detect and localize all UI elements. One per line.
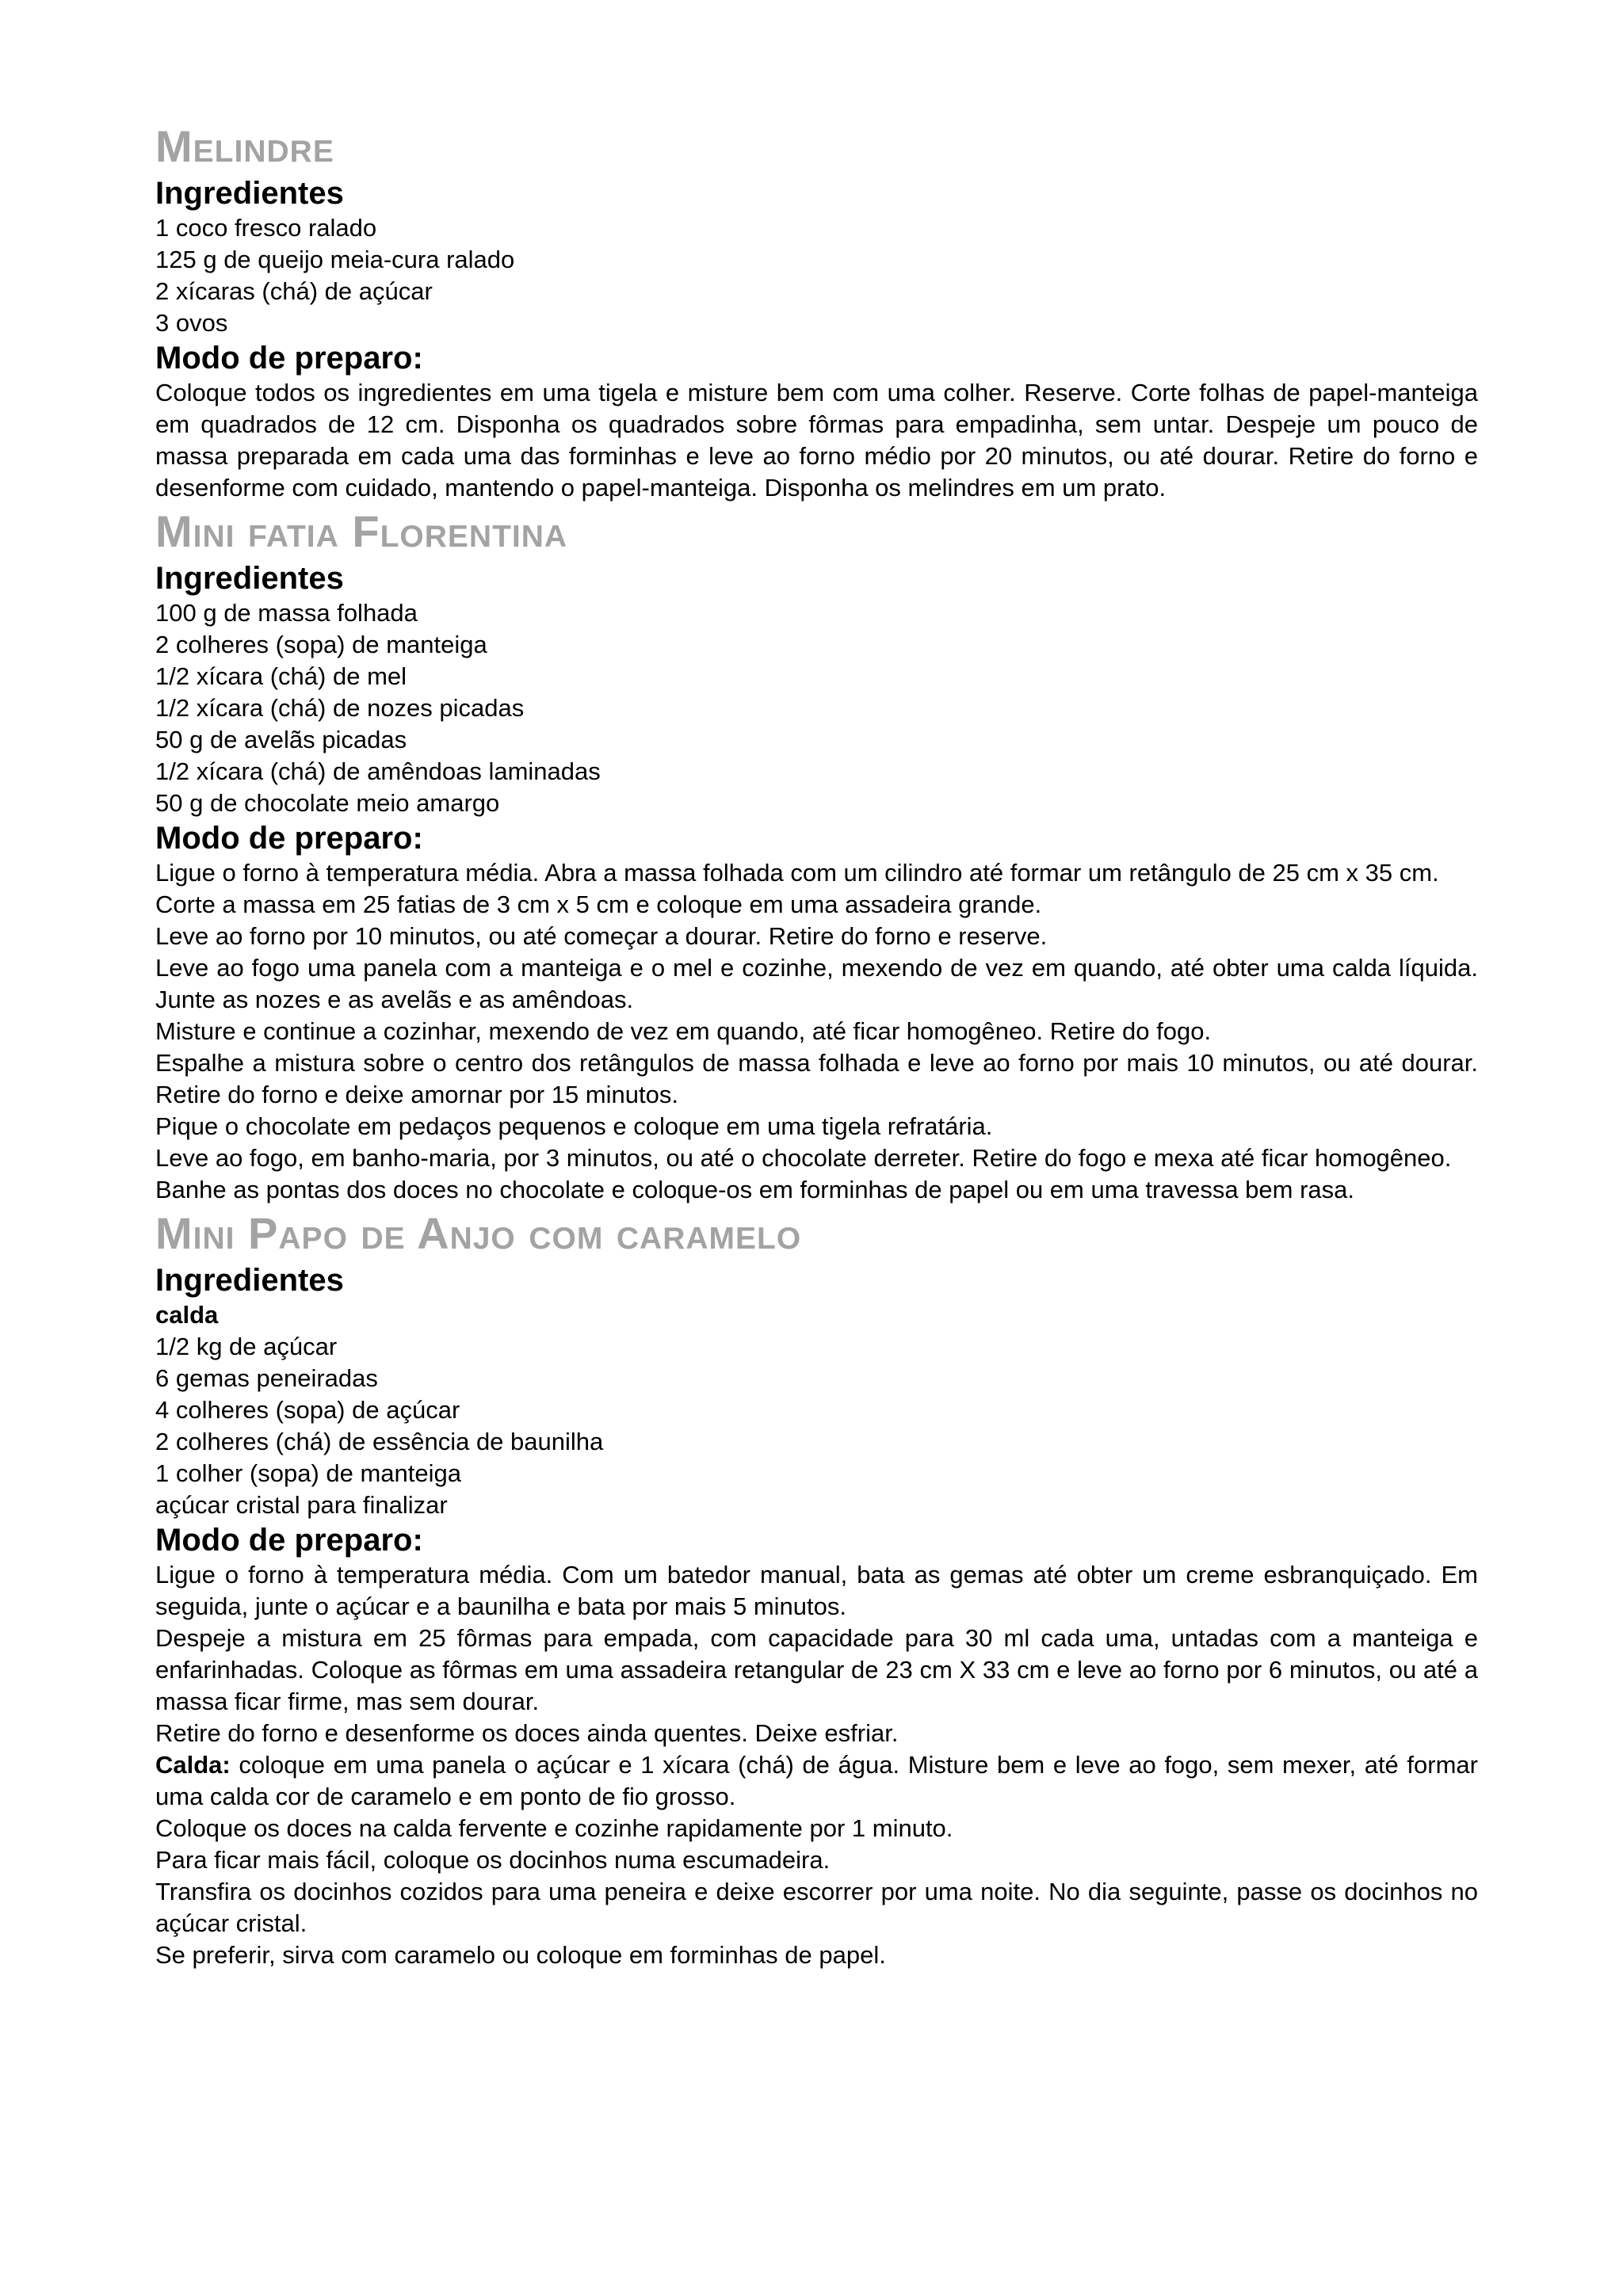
method-paragraph: Coloque todos os ingredientes em uma tigela e misture bem com uma colher. Reserve. Corte folhas de papel-manteiga em quadrados de 12 cm. Disponha os quadrados sobre fôrmas para empadinha, sem untar. Despeje um pouco de massa preparada em cada uma das forminhas e leve ao forno médio por 20 minutos, ou até dourar. Retire do forno e desenforme com cuidado, mantendo o papel-manteiga. Disponha os melindres em um prato. bbox=[155, 379, 1478, 502]
ingredient-item: 6 gemas peneiradas bbox=[155, 1364, 378, 1392]
recipe-mini-fatia-florentina bbox=[155, 504, 1478, 1206]
method-heading: Modo de preparo: bbox=[155, 821, 423, 856]
recipe-mini-papo-de-anjo bbox=[155, 1206, 1478, 1971]
recipe-melindre bbox=[155, 119, 1478, 504]
method-heading: Modo de preparo: bbox=[155, 1523, 423, 1558]
ingredient-item: 2 colheres (chá) de essência de baunilha bbox=[155, 1428, 604, 1455]
ingredient-item: 4 colheres (sopa) de açúcar bbox=[155, 1396, 460, 1424]
calda-paragraph bbox=[155, 1749, 1478, 1813]
calda-label: Calda: bbox=[155, 1751, 231, 1779]
method-paragraph: Misture e continue a cozinhar, mexendo de vez em quando, até ficar homogêneo. Retire do fogo. bbox=[155, 1017, 1212, 1045]
ingredient-item: 50 g de chocolate meio amargo bbox=[155, 789, 500, 817]
method-paragraph: Leve ao forno por 10 minutos, ou até começar a dourar. Retire do forno e reserve. bbox=[155, 922, 1048, 950]
ingredient-item: 100 g de massa folhada bbox=[155, 599, 418, 627]
method-paragraph: Coloque os doces na calda fervente e cozinhe rapidamente por 1 minuto. bbox=[155, 1814, 953, 1842]
method-paragraph: Para ficar mais fácil, coloque os docinhos numa escumadeira. bbox=[155, 1846, 831, 1874]
ingredients-heading: Ingredientes bbox=[155, 561, 344, 596]
method-paragraph: Transfira os docinhos cozidos para uma peneira e deixe escorrer por uma noite. No dia seguinte, passe os docinhos no açúcar cristal. bbox=[155, 1878, 1478, 1937]
ingredient-item: 2 colheres (sopa) de manteiga bbox=[155, 631, 487, 658]
ingredient-item: 1 colher (sopa) de manteiga bbox=[155, 1459, 462, 1487]
recipe-title: Mini Papo de Anjo com caramelo bbox=[155, 1208, 802, 1258]
ingredients-heading: Ingredientes bbox=[155, 176, 344, 211]
ingredient-item: 1 coco fresco ralado bbox=[155, 214, 377, 242]
method-heading: Modo de preparo: bbox=[155, 341, 423, 376]
method-paragraph: Leve ao fogo, em banho-maria, por 3 minutos, ou até o chocolate derreter. Retire do fogo e mexa até ficar homogêneo. bbox=[155, 1144, 1452, 1172]
ingredient-item: 1/2 kg de açúcar bbox=[155, 1333, 338, 1360]
ingredient-item: açúcar cristal para finalizar bbox=[155, 1491, 448, 1519]
calda-text: coloque em uma panela o açúcar e 1 xícara (chá) de água. Misture bem e leve ao fogo, sem mexer, até formar uma calda cor de caramelo e em ponto de fio grosso. bbox=[155, 1751, 1478, 1810]
ingredient-item: 1/2 xícara (chá) de mel bbox=[155, 662, 407, 690]
ingredients-subheading: calda bbox=[155, 1301, 219, 1329]
ingredients-heading: Ingredientes bbox=[155, 1263, 344, 1298]
method-paragraph: Corte a massa em 25 fatias de 3 cm x 5 cm e coloque em uma assadeira grande. bbox=[155, 891, 1042, 918]
ingredient-item: 125 g de queijo meia-cura ralado bbox=[155, 246, 515, 273]
ingredient-item: 1/2 xícara (chá) de nozes picadas bbox=[155, 694, 525, 722]
method-paragraph: Leve ao fogo uma panela com a manteiga e o mel e cozinhe, mexendo de vez em quando, até obter uma calda líquida. Junte as nozes e as avelãs e as amêndoas. bbox=[155, 954, 1478, 1013]
ingredient-item: 2 xícaras (chá) de açúcar bbox=[155, 277, 433, 305]
method-paragraph: Se preferir, sirva com caramelo ou coloque em forminhas de papel. bbox=[155, 1941, 886, 1969]
method-paragraph: Ligue o forno à temperatura média. Com um batedor manual, bata as gemas até obter um creme esbranquiçado. Em seguida, junte o açúcar e a baunilha e bata por mais 5 minutos. bbox=[155, 1561, 1478, 1620]
method-paragraph: Pique o chocolate em pedaços pequenos e coloque em uma tigela refratária. bbox=[155, 1112, 993, 1140]
recipe-title: Melindre bbox=[155, 121, 334, 171]
method-paragraph: Despeje a mistura em 25 fôrmas para empada, com capacidade para 30 ml cada uma, untadas com a manteiga e enfarinhadas. Coloque as fôrmas em uma assadeira retangular de 23 cm X 33 cm e leve ao forno por 6 minutos, ou até a massa ficar firme, mas sem dourar. bbox=[155, 1624, 1478, 1715]
ingredient-item: 1/2 xícara (chá) de amêndoas laminadas bbox=[155, 757, 601, 785]
method-paragraph: Retire do forno e desenforme os doces ainda quentes. Deixe esfriar. bbox=[155, 1719, 899, 1747]
ingredient-item: 50 g de avelãs picadas bbox=[155, 726, 407, 753]
method-paragraph: Ligue o forno à temperatura média. Abra a massa folhada com um cilindro até formar um retângulo de 25 cm x 35 cm. bbox=[155, 859, 1439, 887]
recipe-title: Mini fatia Florentina bbox=[155, 506, 568, 556]
method-paragraph: Espalhe a mistura sobre o centro dos retângulos de massa folhada e leve ao forno por mais 10 minutos, ou até dourar. Retire do forno e deixe amornar por 15 minutos. bbox=[155, 1049, 1478, 1108]
ingredient-item: 3 ovos bbox=[155, 309, 228, 337]
method-paragraph: Banhe as pontas dos doces no chocolate e coloque-os em forminhas de papel ou em uma travessa bem rasa. bbox=[155, 1176, 1355, 1203]
